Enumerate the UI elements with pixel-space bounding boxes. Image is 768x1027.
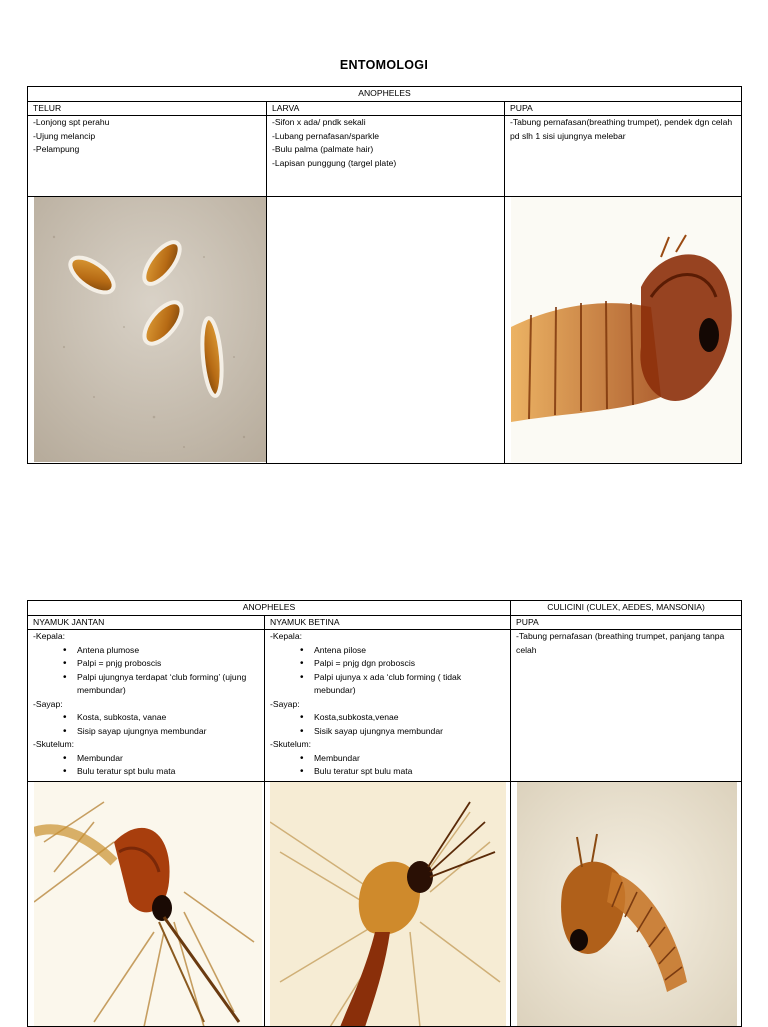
- eggs-photo-cell: [28, 197, 267, 464]
- section-label: -Skutelum:: [270, 739, 312, 749]
- list-item: • Membundar: [300, 752, 505, 766]
- pupa-description: -Tabung pernafasan(breathing trumpet), pendek dgn celah pd slh 1 sisi ujungnya melebar: [505, 116, 742, 197]
- section-label: -Skutelum:: [33, 739, 75, 749]
- list-item: • Kosta,subkosta,venae: [300, 711, 505, 725]
- list-item: • Palpi = pnjg proboscis: [63, 657, 259, 671]
- section-label: -Kepala:: [270, 631, 303, 641]
- list-item: • Palpi ujungnya terdapat ‘club forming’ (ujung membundar): [63, 671, 259, 698]
- col-telur: TELUR: [28, 101, 267, 116]
- larva-line: -Lapisan punggung (targel plate): [272, 157, 397, 168]
- list-item: • Sisik sayap ujungnya membundar: [300, 725, 505, 739]
- larva-line: -Sifon x ada/ pndk sekali: [272, 117, 366, 127]
- culicini-pupa-photo-cell: [511, 782, 742, 1027]
- female-mosquito-photo: [270, 782, 506, 1027]
- larva-line: -Lubang pernafasan/sparkle: [272, 130, 380, 141]
- eggs-photo: [34, 197, 267, 462]
- culicini-pupa-description: -Tabung pernafasan (breathing trumpet, panjang tanpa celah: [511, 630, 742, 782]
- larva-line: -Bulu palma (palmate hair): [272, 144, 374, 154]
- section-label: -Sayap:: [33, 698, 63, 709]
- telur-line: -Ujung melancip: [33, 130, 96, 141]
- section-label: -Sayap:: [270, 698, 300, 709]
- telur-description: [28, 116, 267, 197]
- col-nyamuk-jantan: NYAMUK JANTAN: [28, 615, 265, 630]
- female-photo-cell: [265, 782, 511, 1027]
- betina-description: [265, 630, 511, 782]
- list-item: • Palpi ujunya x ada ‘club forming ( tidak mebundar): [300, 671, 505, 698]
- male-mosquito-photo: [34, 782, 262, 1027]
- mosquito-adults-table: [27, 600, 742, 1027]
- pupa-photo-cell: [505, 197, 742, 464]
- document-title: ENTOMOLOGI: [339, 58, 429, 72]
- pupa-photo: [511, 197, 742, 462]
- col-larva: LARVA: [267, 101, 505, 116]
- list-item: • Antena pilose: [300, 644, 505, 658]
- table2-header-culicini: CULICINI (CULEX, AEDES, MANSONIA): [511, 601, 742, 616]
- telur-line: -Pelampung: [33, 144, 80, 154]
- sayap-list: [33, 711, 259, 738]
- col-nyamuk-betina: NYAMUK BETINA: [265, 615, 511, 630]
- list-item: • Membundar: [63, 752, 259, 766]
- list-item: • Kosta, subkosta, vanae: [63, 711, 259, 725]
- skutelum-list: [33, 752, 259, 779]
- col-pupa-culicini: PUPA: [511, 615, 742, 630]
- list-item: • Bulu teratur spt bulu mata: [300, 765, 505, 779]
- list-item: • Antena plumose: [63, 644, 259, 658]
- kepala-list: [270, 644, 505, 698]
- col-pupa: PUPA: [505, 101, 742, 116]
- list-item: • Sisip sayap ujungnya membundar: [63, 725, 259, 739]
- list-item: • Palpi = pnjg dgn proboscis: [300, 657, 505, 671]
- anopheles-stages-table: [27, 86, 742, 464]
- sayap-list: [270, 711, 505, 738]
- male-photo-cell: [28, 782, 265, 1027]
- table1-header: ANOPHELES: [28, 87, 742, 102]
- larva-photo-cell: [267, 197, 505, 464]
- jantan-description: [28, 630, 265, 782]
- culicini-pupa-photo: [517, 782, 737, 1027]
- telur-line: -Lonjong spt perahu: [33, 117, 110, 127]
- larva-description: [267, 116, 505, 197]
- kepala-list: [33, 644, 259, 698]
- skutelum-list: [270, 752, 505, 779]
- section-label: -Kepala:: [33, 631, 66, 641]
- list-item: • Bulu teratur spt bulu mata: [63, 765, 259, 779]
- table2-header-anopheles: ANOPHELES: [28, 601, 511, 616]
